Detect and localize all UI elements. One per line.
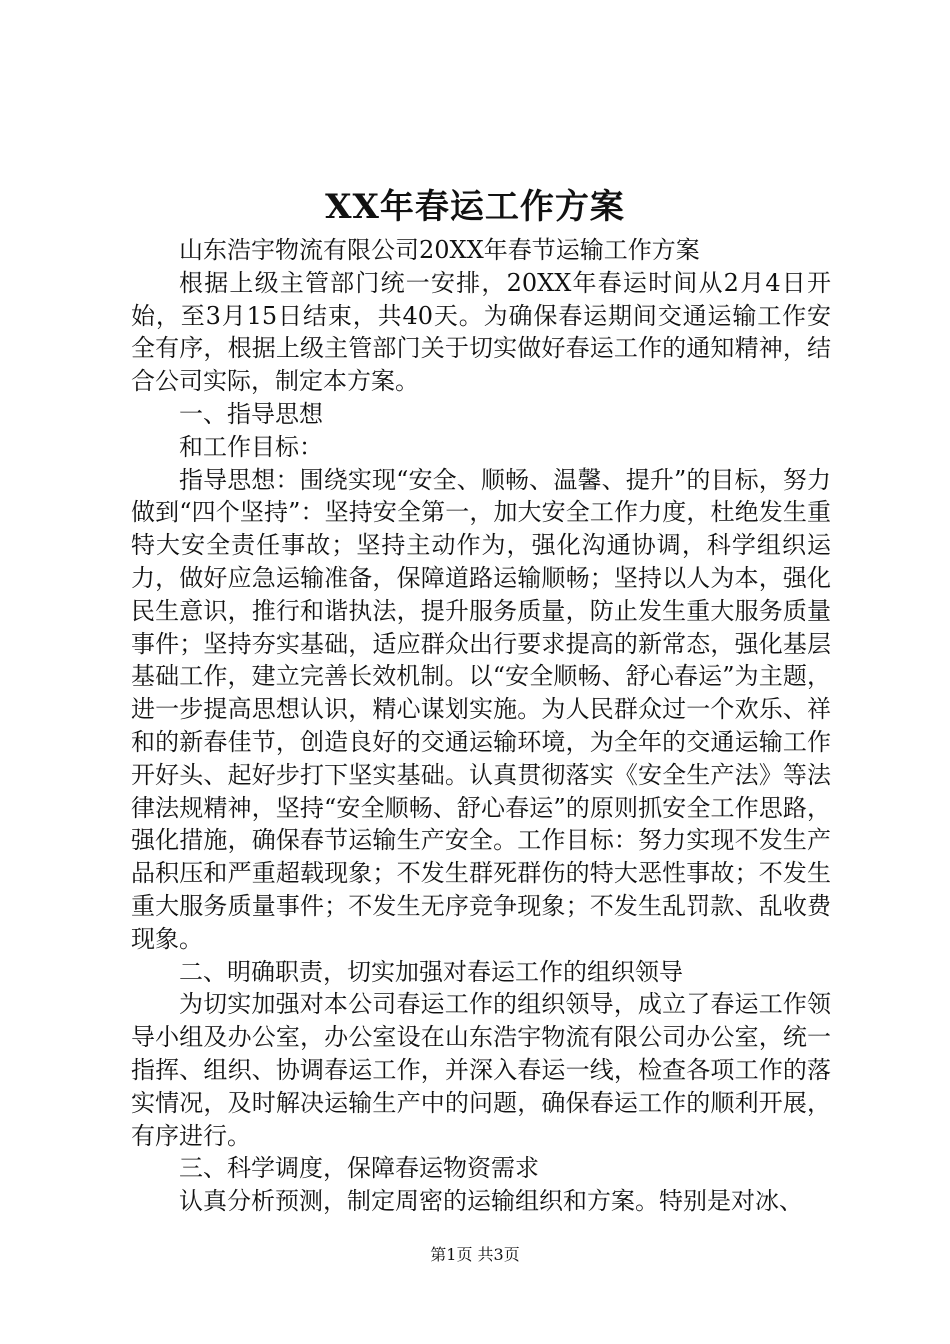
document-title: XX年春运工作方案 [325, 187, 625, 227]
section-heading-2: 二、明确职责，切实加强对春运工作的组织领导 [179, 957, 683, 986]
paragraph-leadership: 为切实加强对本公司春运工作的组织领导，成立了春运工作领导小组及办公室，办公室设在山东浩宇物流有限公司办公室，统一指挥、组织、协调春运工作，并深入春运一线，检查各项工作的落实情况，及时解决运输生产中的问题，确保春运工作的顺利开展，有序进行。 [131, 990, 831, 1150]
paragraph-guiding-ideology: 指导思想：围绕实现“安全、顺畅、温馨、提升”的目标，努力做到“四个坚持”：坚持安全第一，加大安全工作力度，杜绝发生重特大安全责任事故；坚持主动作为，强化沟通协调，科学组织运力，做好应急运输准备，保障道路运输顺畅；坚持以人为本，强化民生意识，推行和谐执法，提升服务质量，防止发生重大服务质量事件；坚持夯实基础，适应群众出行要求提高的新常态，强化基层基础工作，建立完善长效机制。以“安全顺畅、舒心春运”为主题，进一步提高思想认识，精心谋划实施。为人民群众过一个欢乐、祥和的新春佳节，创造良好的交通运输环境，为全年的交通运输工作开好头、起好步打下坚实基础。认真贯彻落实《安全生产法》等法律法规精神，坚持“安全顺畅、舒心春运”的原则抓安全工作思路，强化措施，确保春节运输生产安全。工作目标：努力实现不发生产品积压和严重超载现象；不发生群死群伤的特大恶性事故；不发生重大服务质量事件；不发生无序竞争现象；不发生乱罚款、乱收费现象。 [131, 465, 831, 953]
section-heading-3: 三、科学调度，保障春运物资需求 [179, 1154, 539, 1183]
paragraph-dispatch: 认真分析预测，制定周密的运输组织和方案。特别是对冰、 [179, 1187, 803, 1216]
document-body [131, 234, 831, 1218]
section-heading-1: 一、指导思想 [179, 399, 323, 428]
section-heading-1-cont: 和工作目标： [179, 432, 323, 461]
paragraph-company-heading: 山东浩宇物流有限公司20XX年春节运输工作方案 [179, 236, 700, 264]
page-footer: 第1页 共3页 [430, 1245, 520, 1264]
paragraph-intro: 根据上级主管部门统一安排，20XX年春运时间从2月4日开始，至3月15日结束，共40天。为确保春运期间交通运输工作安全有序，根据上级主管部门关于切实做好春运工作的通知精神，结合公司实际，制定本方案。 [131, 268, 831, 396]
